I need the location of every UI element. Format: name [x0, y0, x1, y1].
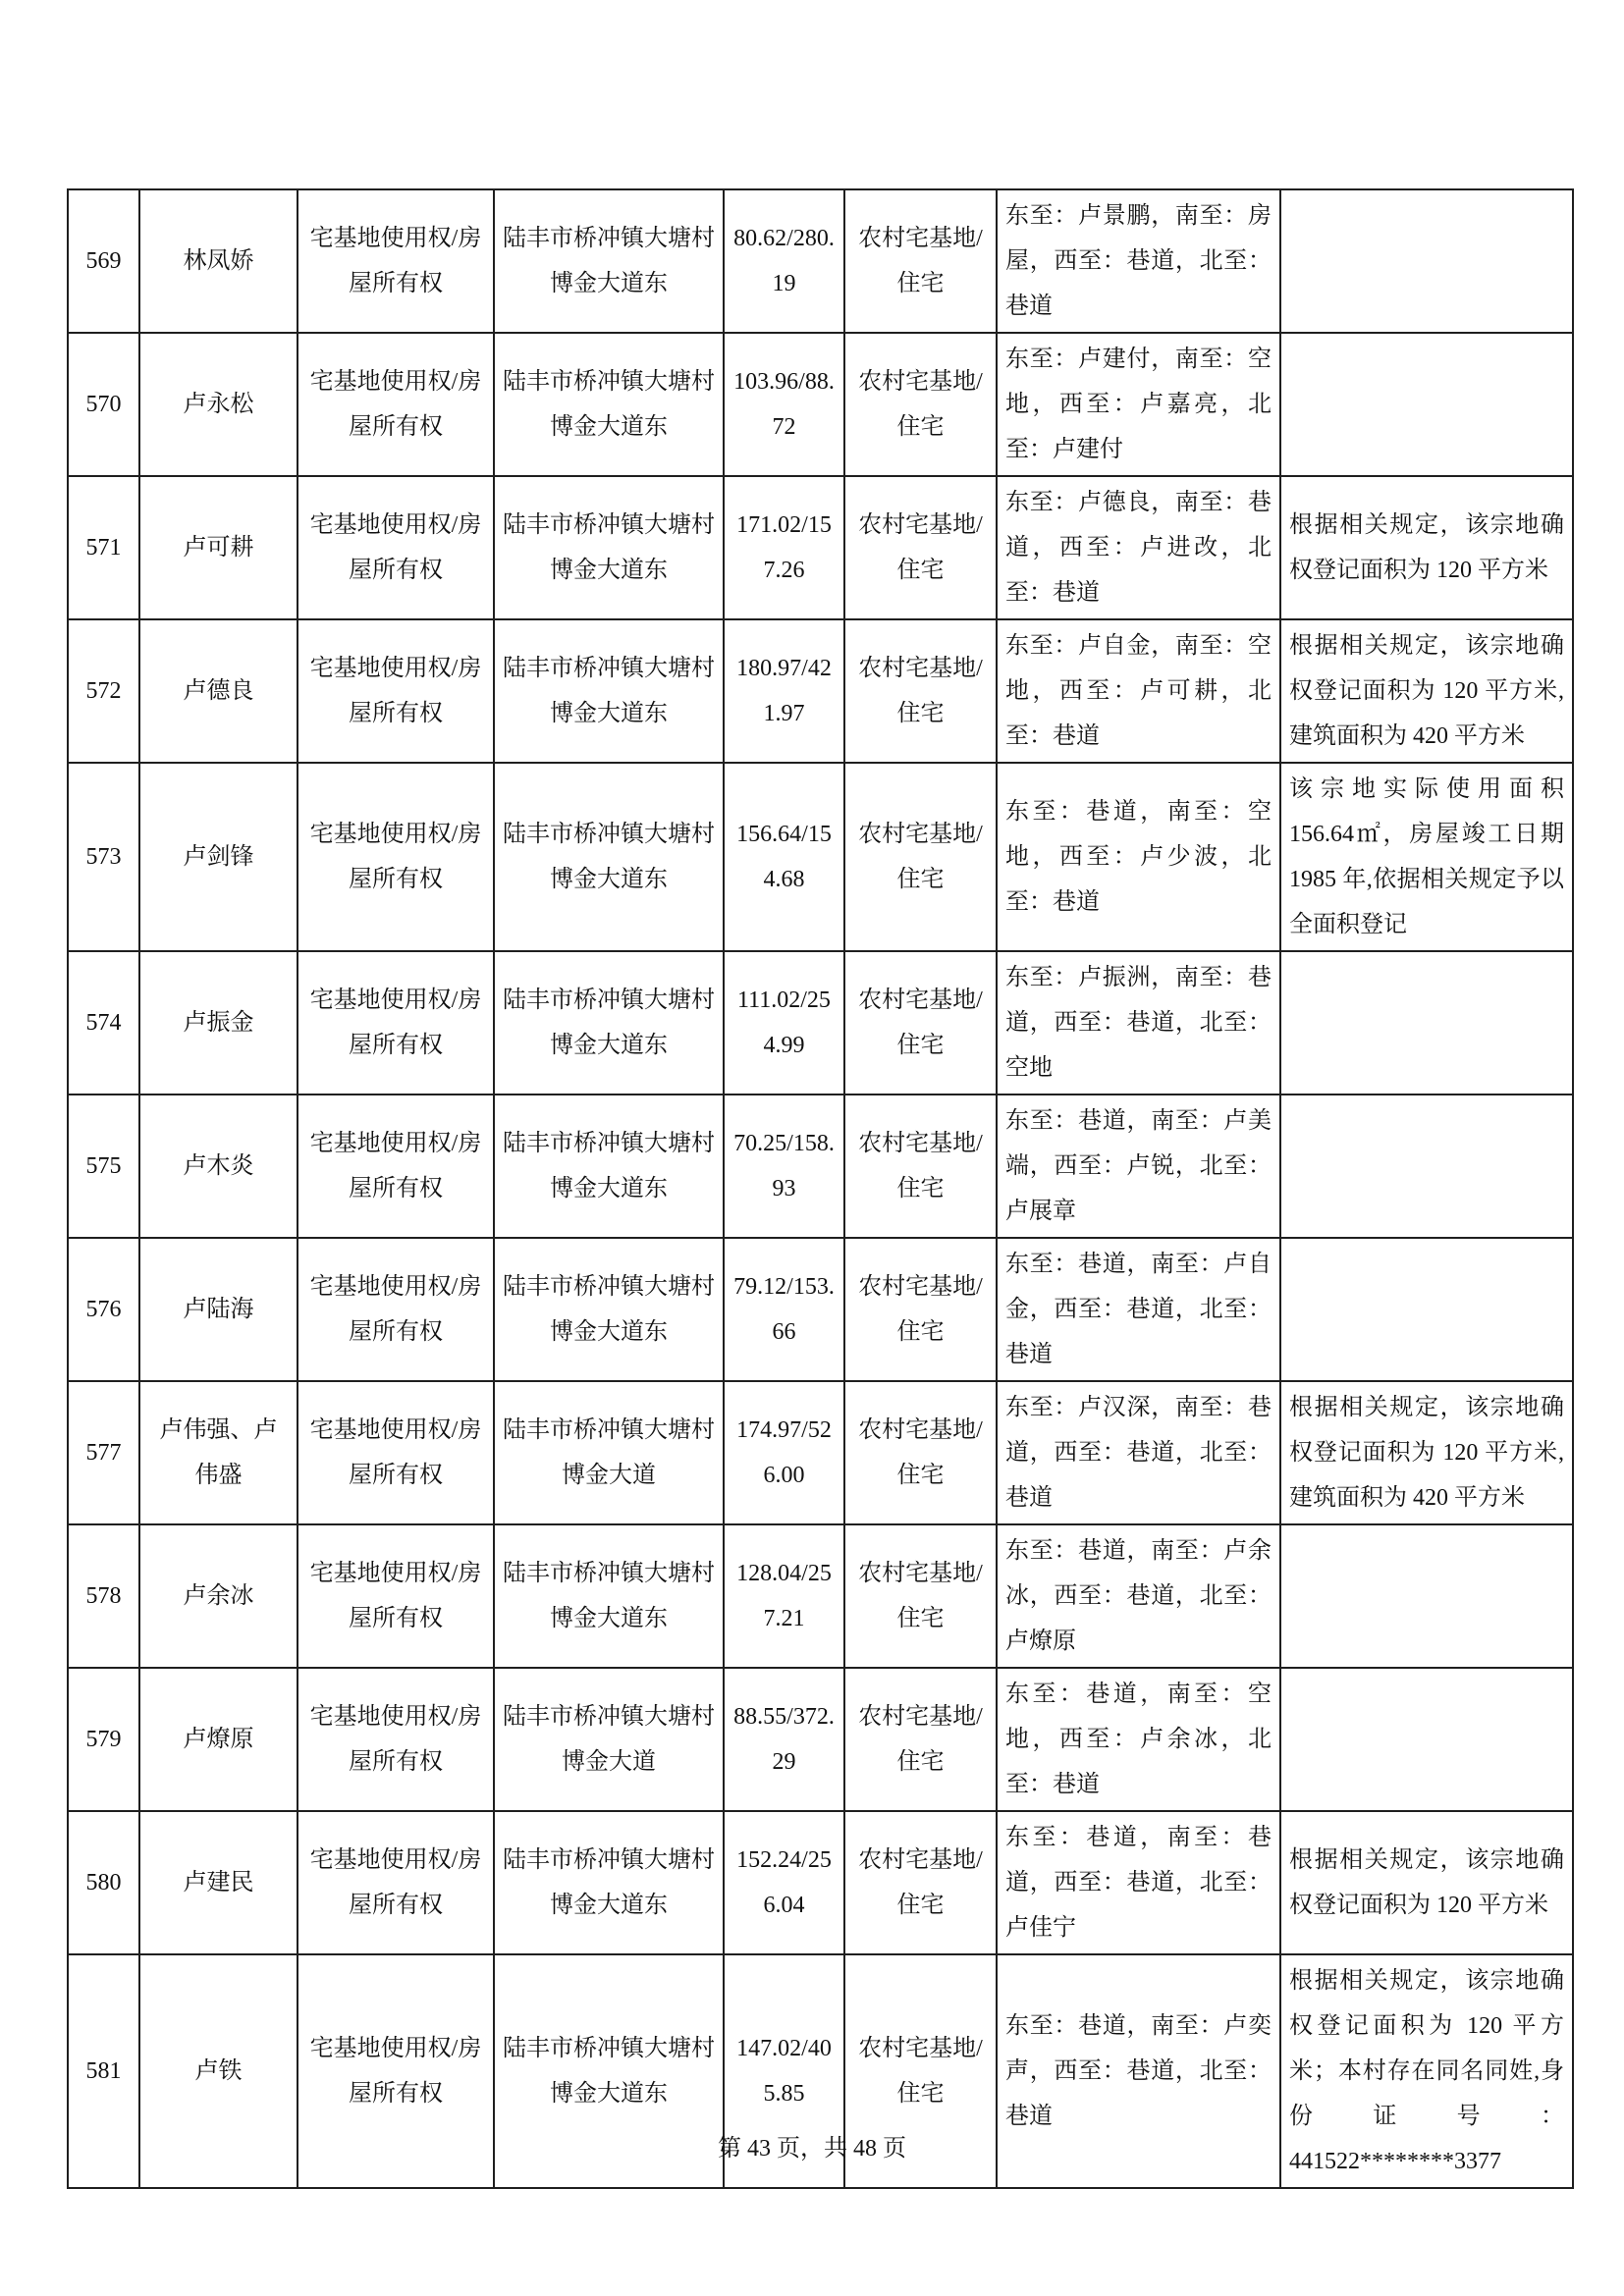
cell-owner-name: 卢德良: [139, 619, 298, 763]
table-row: [68, 1381, 1573, 1524]
cell-boundaries: 东至：卢汉深，南至：巷道，西至：巷道，北至：巷道: [997, 1381, 1280, 1524]
cell-boundaries: 东至：巷道，南至：卢余冰，西至：巷道，北至：卢燎原: [997, 1524, 1280, 1668]
table-row: [68, 1095, 1573, 1238]
table-row: [68, 763, 1573, 951]
cell-owner-name: 卢余冰: [139, 1524, 298, 1668]
cell-right-type: 宅基地使用权/房屋所有权: [298, 1238, 494, 1381]
cell-remark: [1280, 1668, 1573, 1811]
cell-right-type: 宅基地使用权/房屋所有权: [298, 333, 494, 476]
table-row: [68, 1668, 1573, 1811]
cell-right-type: 宅基地使用权/房屋所有权: [298, 763, 494, 951]
table-body: [68, 189, 1573, 2188]
cell-land-use-type: 农村宅基地/住宅: [844, 1524, 997, 1668]
cell-sequence-number: 579: [68, 1668, 139, 1811]
cell-land-use-type: 农村宅基地/住宅: [844, 763, 997, 951]
cell-right-type: 宅基地使用权/房屋所有权: [298, 951, 494, 1095]
cell-area-figures: 79.12/153.66: [724, 1238, 844, 1381]
cell-owner-name: 卢燎原: [139, 1668, 298, 1811]
cell-remark: 该宗地实际使用面积 156.64㎡，房屋竣工日期 1985 年,依据相关规定予以全面积登记: [1280, 763, 1573, 951]
cell-right-type: 宅基地使用权/房屋所有权: [298, 1381, 494, 1524]
cell-location: 陆丰市桥冲镇大塘村博金大道东: [494, 763, 724, 951]
cell-area-figures: 70.25/158.93: [724, 1095, 844, 1238]
cell-remark: [1280, 1238, 1573, 1381]
cell-boundaries: 东至：卢自金，南至：空地，西至：卢可耕，北至：巷道: [997, 619, 1280, 763]
cell-land-use-type: 农村宅基地/住宅: [844, 1381, 997, 1524]
cell-location: 陆丰市桥冲镇大塘村博金大道: [494, 1381, 724, 1524]
cell-land-use-type: 农村宅基地/住宅: [844, 619, 997, 763]
cell-location: 陆丰市桥冲镇大塘村博金大道东: [494, 1811, 724, 1954]
table-row: [68, 619, 1573, 763]
cell-area-figures: 147.02/405.85: [724, 1954, 844, 2188]
cell-land-use-type: 农村宅基地/住宅: [844, 476, 997, 619]
cell-boundaries: 东至：卢德良，南至：巷道，西至：卢进改，北至：巷道: [997, 476, 1280, 619]
cell-remark: 根据相关规定，该宗地确权登记面积为 120 平方米；本村存在同名同姓,身份证号：441522********3377: [1280, 1954, 1573, 2188]
cell-remark: 根据相关规定，该宗地确权登记面积为 120 平方米,建筑面积为 420 平方米: [1280, 1381, 1573, 1524]
cell-sequence-number: 573: [68, 763, 139, 951]
cell-area-figures: 156.64/154.68: [724, 763, 844, 951]
cell-right-type: 宅基地使用权/房屋所有权: [298, 619, 494, 763]
cell-right-type: 宅基地使用权/房屋所有权: [298, 1095, 494, 1238]
cell-boundaries: 东至：卢建付，南至：空地，西至：卢嘉亮，北至：卢建付: [997, 333, 1280, 476]
cell-boundaries: 东至：巷道，南至：巷道，西至：巷道，北至：卢佳宁: [997, 1811, 1280, 1954]
cell-boundaries: 东至：巷道，南至：卢奕声，西至：巷道，北至：巷道: [997, 1954, 1280, 2188]
cell-sequence-number: 580: [68, 1811, 139, 1954]
cell-land-use-type: 农村宅基地/住宅: [844, 1095, 997, 1238]
cell-boundaries: 东至：卢振洲，南至：巷道，西至：巷道，北至：空地: [997, 951, 1280, 1095]
cell-land-use-type: 农村宅基地/住宅: [844, 333, 997, 476]
cell-sequence-number: 576: [68, 1238, 139, 1381]
cell-right-type: 宅基地使用权/房屋所有权: [298, 1811, 494, 1954]
cell-location: 陆丰市桥冲镇大塘村博金大道东: [494, 189, 724, 333]
cell-boundaries: 东至：巷道，南至：空地，西至：卢余冰，北至：巷道: [997, 1668, 1280, 1811]
cell-location: 陆丰市桥冲镇大塘村博金大道东: [494, 1238, 724, 1381]
cell-owner-name: 卢剑锋: [139, 763, 298, 951]
cell-right-type: 宅基地使用权/房屋所有权: [298, 1954, 494, 2188]
cell-remark: 根据相关规定，该宗地确权登记面积为 120 平方米: [1280, 476, 1573, 619]
cell-sequence-number: 571: [68, 476, 139, 619]
cell-remark: 根据相关规定，该宗地确权登记面积为 120 平方米: [1280, 1811, 1573, 1954]
cell-sequence-number: 572: [68, 619, 139, 763]
cell-remark: 根据相关规定，该宗地确权登记面积为 120 平方米,建筑面积为 420 平方米: [1280, 619, 1573, 763]
cell-land-use-type: 农村宅基地/住宅: [844, 1668, 997, 1811]
cell-area-figures: 80.62/280.19: [724, 189, 844, 333]
cell-sequence-number: 569: [68, 189, 139, 333]
cell-sequence-number: 574: [68, 951, 139, 1095]
cell-owner-name: 卢铁: [139, 1954, 298, 2188]
table-row: [68, 1238, 1573, 1381]
cell-location: 陆丰市桥冲镇大塘村博金大道东: [494, 951, 724, 1095]
table-row: [68, 951, 1573, 1095]
cell-location: 陆丰市桥冲镇大塘村博金大道东: [494, 1954, 724, 2188]
table-row: [68, 333, 1573, 476]
table-row: [68, 189, 1573, 333]
cell-sequence-number: 570: [68, 333, 139, 476]
cell-land-use-type: 农村宅基地/住宅: [844, 1238, 997, 1381]
cell-area-figures: 152.24/256.04: [724, 1811, 844, 1954]
cell-owner-name: 卢建民: [139, 1811, 298, 1954]
cell-remark: [1280, 189, 1573, 333]
table-row: [68, 476, 1573, 619]
cell-owner-name: 卢伟强、卢伟盛: [139, 1381, 298, 1524]
cell-owner-name: 卢振金: [139, 951, 298, 1095]
cell-owner-name: 林凤娇: [139, 189, 298, 333]
cell-location: 陆丰市桥冲镇大塘村博金大道东: [494, 1524, 724, 1668]
cell-boundaries: 东至：巷道，南至：卢美端，西至：卢锐，北至：卢展章: [997, 1095, 1280, 1238]
cell-area-figures: 128.04/257.21: [724, 1524, 844, 1668]
cell-boundaries: 东至：巷道，南至：空地，西至：卢少波，北至：巷道: [997, 763, 1280, 951]
cell-remark: [1280, 333, 1573, 476]
cell-right-type: 宅基地使用权/房屋所有权: [298, 189, 494, 333]
cell-remark: [1280, 1095, 1573, 1238]
cell-right-type: 宅基地使用权/房屋所有权: [298, 1668, 494, 1811]
page-number-footer: 第 43 页，共 48 页: [718, 2136, 906, 2162]
table-row: [68, 1811, 1573, 1954]
cell-land-use-type: 农村宅基地/住宅: [844, 189, 997, 333]
cell-location: 陆丰市桥冲镇大塘村博金大道东: [494, 476, 724, 619]
cell-sequence-number: 575: [68, 1095, 139, 1238]
cell-owner-name: 卢可耕: [139, 476, 298, 619]
cell-owner-name: 卢陆海: [139, 1238, 298, 1381]
cell-location: 陆丰市桥冲镇大塘村博金大道东: [494, 619, 724, 763]
land-registration-table: [67, 188, 1574, 2189]
cell-boundaries: 东至：卢景鹏，南至：房屋，西至：巷道，北至：巷道: [997, 189, 1280, 333]
cell-land-use-type: 农村宅基地/住宅: [844, 1811, 997, 1954]
cell-area-figures: 171.02/157.26: [724, 476, 844, 619]
cell-sequence-number: 578: [68, 1524, 139, 1668]
cell-land-use-type: 农村宅基地/住宅: [844, 1954, 997, 2188]
cell-owner-name: 卢永松: [139, 333, 298, 476]
cell-area-figures: 180.97/421.97: [724, 619, 844, 763]
cell-area-figures: 103.96/88.72: [724, 333, 844, 476]
cell-area-figures: 111.02/254.99: [724, 951, 844, 1095]
cell-location: 陆丰市桥冲镇大塘村博金大道东: [494, 333, 724, 476]
cell-sequence-number: 581: [68, 1954, 139, 2188]
cell-sequence-number: 577: [68, 1381, 139, 1524]
cell-remark: [1280, 1524, 1573, 1668]
cell-owner-name: 卢木炎: [139, 1095, 298, 1238]
table-row: [68, 1524, 1573, 1668]
cell-location: 陆丰市桥冲镇大塘村博金大道东: [494, 1095, 724, 1238]
cell-location: 陆丰市桥冲镇大塘村博金大道: [494, 1668, 724, 1811]
cell-remark: [1280, 951, 1573, 1095]
cell-land-use-type: 农村宅基地/住宅: [844, 951, 997, 1095]
cell-area-figures: 88.55/372.29: [724, 1668, 844, 1811]
cell-right-type: 宅基地使用权/房屋所有权: [298, 476, 494, 619]
cell-right-type: 宅基地使用权/房屋所有权: [298, 1524, 494, 1668]
cell-area-figures: 174.97/526.00: [724, 1381, 844, 1524]
cell-boundaries: 东至：巷道，南至：卢自金，西至：巷道，北至：巷道: [997, 1238, 1280, 1381]
